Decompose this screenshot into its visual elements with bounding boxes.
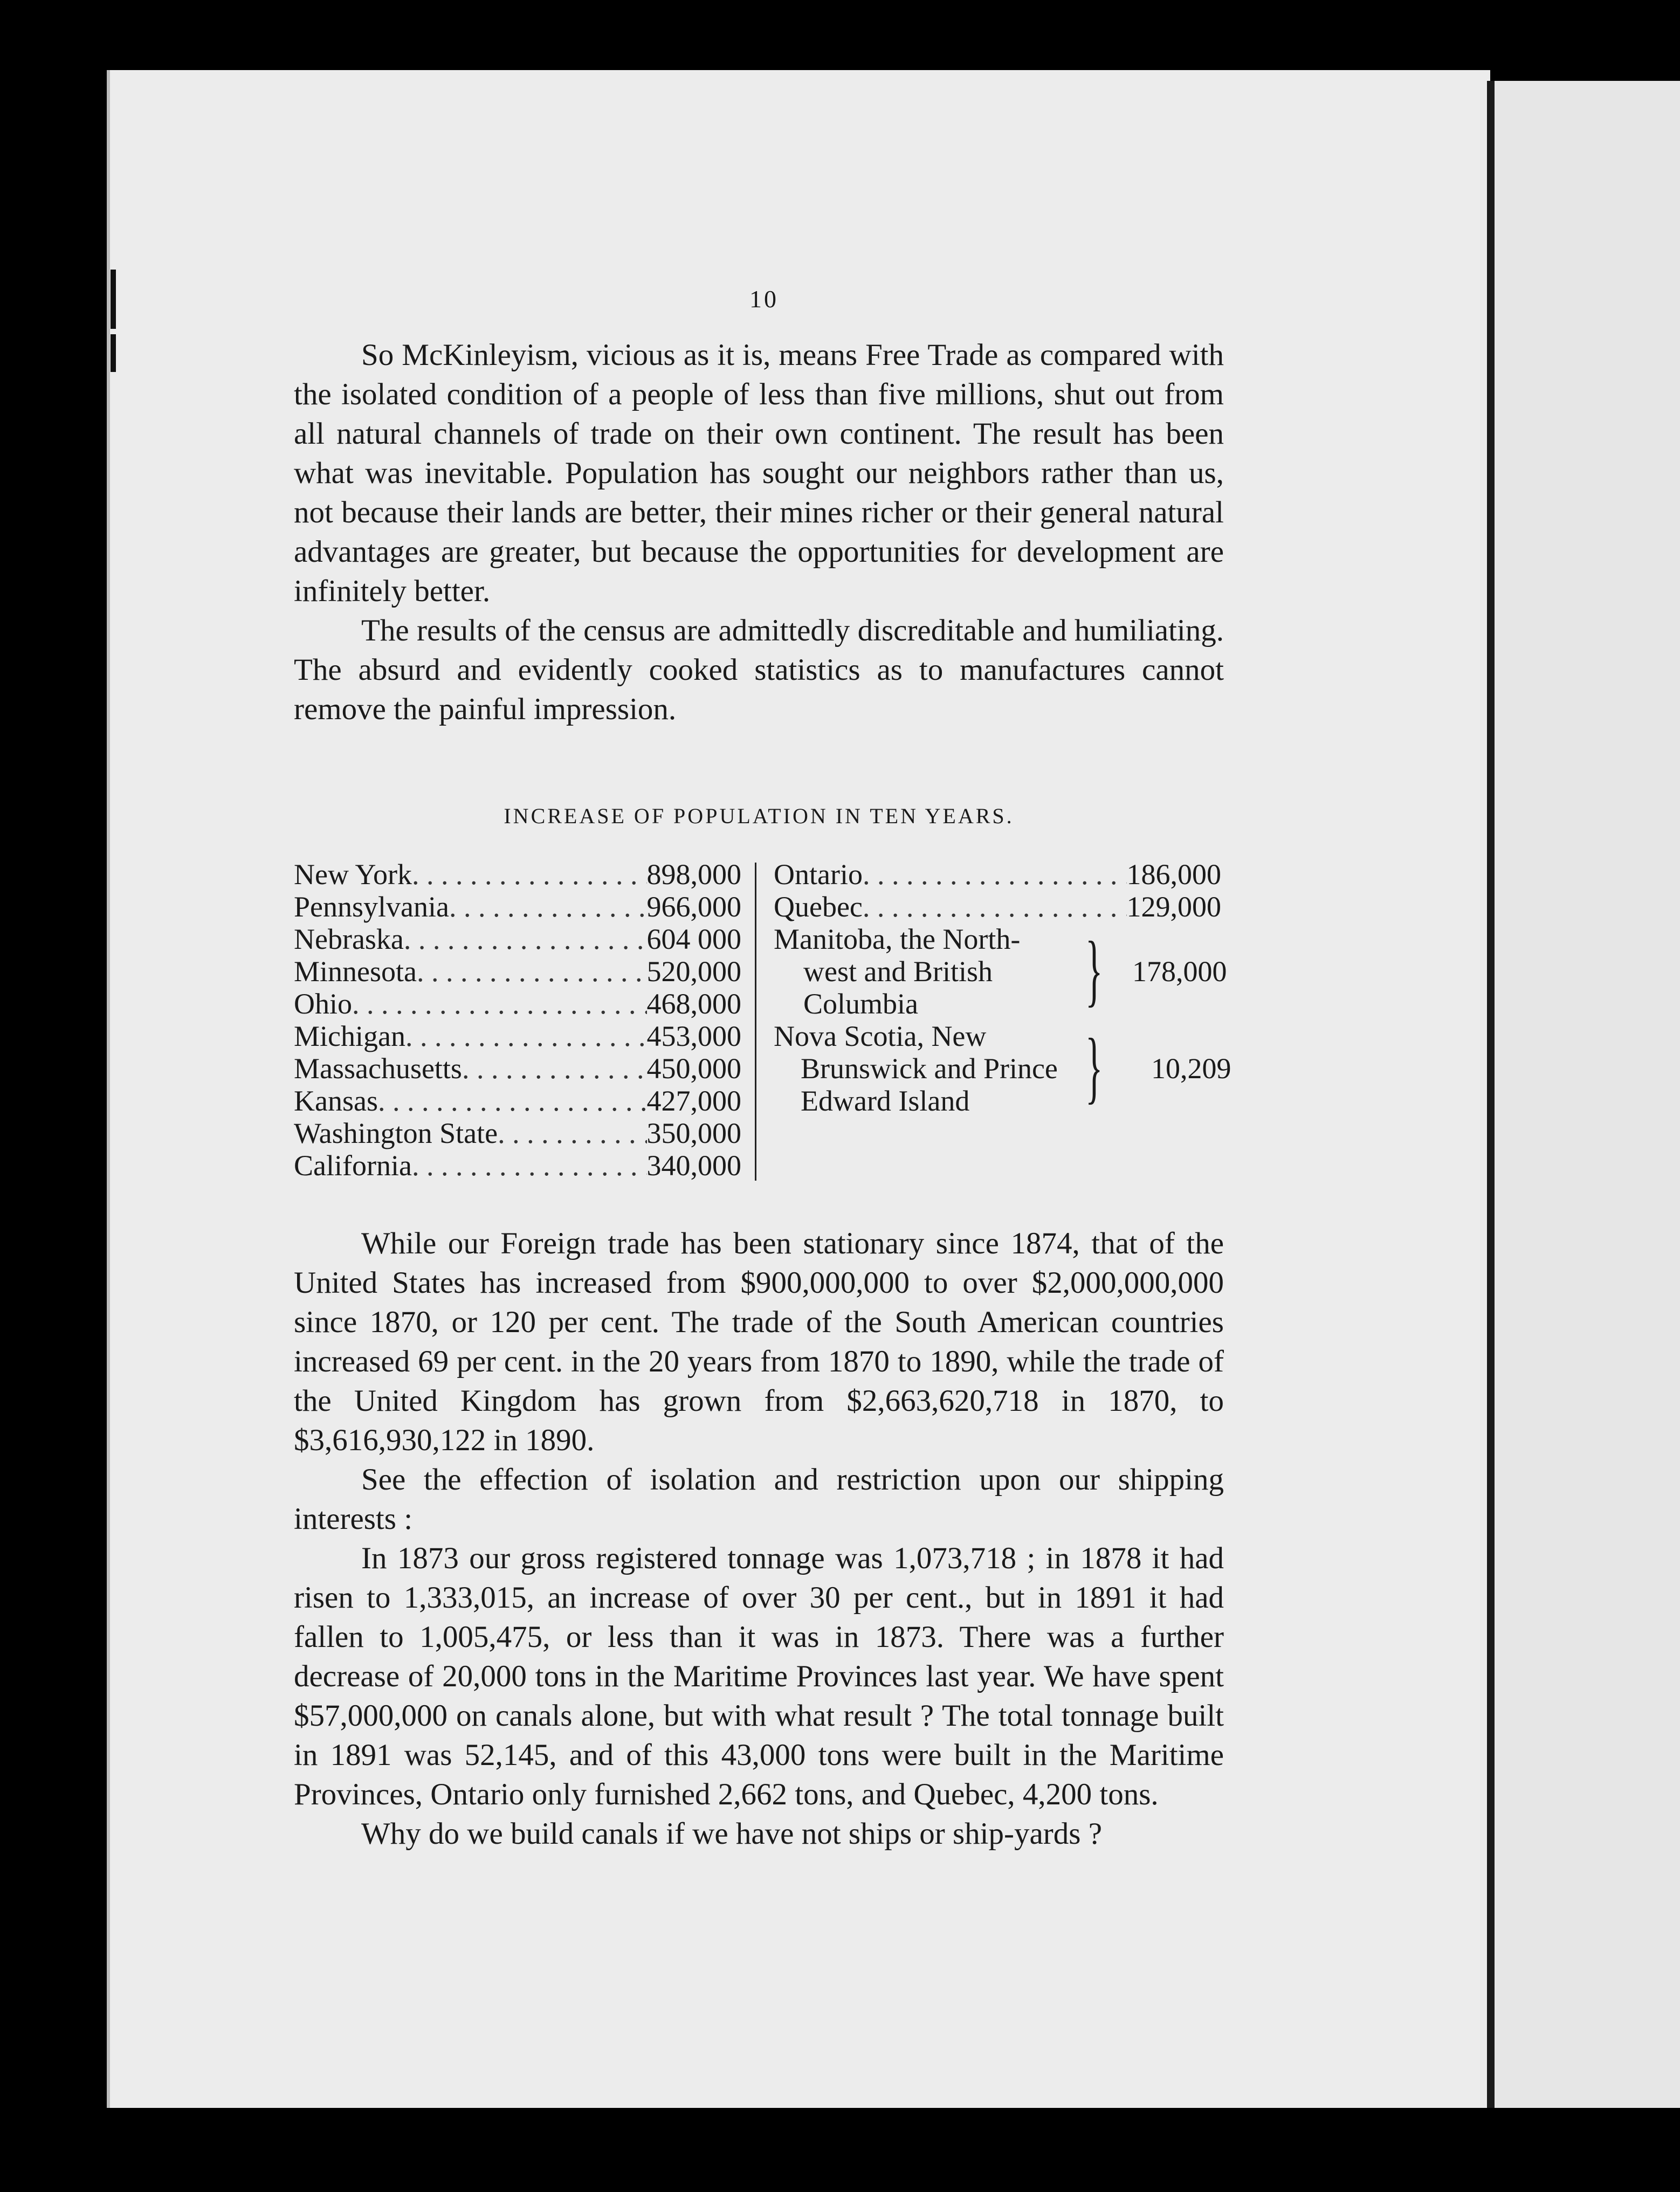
paragraph-census: The results of the census are admittedly discreditable and humiliating. The absurd and evidently cooked statistics as to manufactures cannot remove the painful impression. xyxy=(294,614,1224,726)
province-value: 129,000 xyxy=(1126,891,1221,923)
state-value: 520,000 xyxy=(646,955,741,988)
leader-dots xyxy=(412,858,646,891)
group-value: 10,209 xyxy=(1151,1052,1231,1085)
leader-dots xyxy=(449,891,647,923)
paragraph-mckinleyism: So McKinleyism, vicious as it is, means Free Trade as compared with the isolated condition of a people of less than five millions, shut out from all natural channels of trade on their own continent. The result has been what was inevitable. Population has sought our neighbors rather than us, not because their lands are better, their mines richer or their general natural advantages are greater, but because the opportunities for development are infinitely better. xyxy=(294,338,1224,608)
state-value: 604 000 xyxy=(646,923,741,955)
table-heading: INCREASE OF POPULATION IN TEN YEARS. xyxy=(504,804,1014,828)
table-row xyxy=(294,923,741,955)
state-name: New York xyxy=(294,858,412,891)
table-row xyxy=(294,1052,741,1085)
table-row xyxy=(294,1117,741,1149)
bottom-paragraphs xyxy=(294,1224,1224,1853)
leader-dots xyxy=(417,955,647,988)
table-row xyxy=(294,955,741,988)
group-line: Edward Island xyxy=(801,1085,970,1117)
leader-dots xyxy=(863,891,1127,923)
leader-dots xyxy=(412,1149,647,1182)
paragraph-foreign-trade: While our Foreign trade has been stationary since 1874, that of the United States has increased from $900,000,000 to over $2,000,000,000 since 1870, or 120 per cent. The trade of the South American countries increased 69 per cent. in the 20 years from 1870 to 1890, while the trade of the United Kingdom has grown from $2,663,620,718 in 1870, to $3,616,930,122 in 1890. xyxy=(294,1226,1224,1457)
table-group-manitoba xyxy=(774,923,1227,1020)
curly-brace: } xyxy=(1085,1022,1103,1112)
population-table-canada xyxy=(774,858,1231,1117)
binding-mark-top xyxy=(111,270,116,329)
state-name: Kansas xyxy=(294,1085,378,1117)
leader-dots xyxy=(462,1052,647,1085)
table-row xyxy=(774,891,1221,923)
state-name: Minnesota xyxy=(294,955,417,988)
province-name: Ontario xyxy=(774,858,863,891)
table-row xyxy=(294,891,741,923)
state-value: 350,000 xyxy=(646,1117,741,1149)
table-row xyxy=(294,988,741,1020)
page-number: 10 xyxy=(749,285,779,313)
leader-dots xyxy=(498,1117,646,1149)
state-value: 453,000 xyxy=(646,1020,741,1052)
curly-brace: } xyxy=(1085,925,1103,1015)
group-line: Brunswick and Prince xyxy=(801,1052,1058,1085)
leader-dots xyxy=(405,1020,647,1052)
group-line: west and British xyxy=(803,955,993,988)
population-table-us xyxy=(294,858,741,1182)
state-value: 340,000 xyxy=(646,1149,741,1182)
binding-mark-bottom xyxy=(111,334,116,372)
state-name: Ohio xyxy=(294,988,352,1020)
table-group-nova-scotia xyxy=(774,1020,1231,1117)
group-line: Nova Scotia, New xyxy=(774,1020,987,1052)
state-name: Massachusetts xyxy=(294,1052,462,1085)
table-divider xyxy=(755,863,756,1181)
state-value: 468,000 xyxy=(646,988,741,1020)
table-row xyxy=(294,1149,741,1182)
state-value: 450,000 xyxy=(646,1052,741,1085)
paragraph-canals: Why do we build canals if we have not ships or ship-yards ? xyxy=(361,1817,1103,1851)
group-line: Columbia xyxy=(803,988,918,1020)
group-value: 178,000 xyxy=(1132,955,1227,988)
state-name: Pennsylvania xyxy=(294,891,449,923)
group-line: Manitoba, the North- xyxy=(774,923,1021,955)
leader-dots xyxy=(404,923,647,955)
paragraph-tonnage: In 1873 our gross registered tonnage was 1,073,718 ; in 1878 it had risen to 1,333,015, an increase of over 30 per cent., but in 1891 it had fallen to 1,005,475, or less than it was in 1873. There was a further decrease of 20,000 tons in the Maritime Provinces last year. We have spent $57,000,000 on canals alone, but with what result ? The total tonnage built in 1891 was 52,145, and of this 43,000 tons were built in the Maritime Provinces, Ontario only furnished 2,662 tons, and Quebec, 4,200 tons. xyxy=(294,1541,1224,1811)
province-value: 186,000 xyxy=(1126,858,1221,891)
leader-dots xyxy=(378,1085,647,1117)
paragraph-shipping-intro: See the effection of isolation and restriction upon our shipping interests : xyxy=(294,1463,1224,1536)
leader-dots xyxy=(352,988,647,1020)
table-row xyxy=(774,858,1221,891)
state-value: 966,000 xyxy=(646,891,741,923)
state-name: Michigan xyxy=(294,1020,405,1052)
province-name: Quebec xyxy=(774,891,863,923)
state-value: 898,000 xyxy=(646,858,741,891)
table-row xyxy=(294,858,741,891)
state-name: California xyxy=(294,1149,412,1182)
top-paragraphs xyxy=(294,335,1224,729)
state-name: Washington State xyxy=(294,1117,498,1149)
state-name: Nebraska xyxy=(294,923,404,955)
table-row xyxy=(294,1085,741,1117)
state-value: 427,000 xyxy=(646,1085,741,1117)
table-row xyxy=(294,1020,741,1052)
facing-page-edge xyxy=(1487,81,1680,2108)
leader-dots xyxy=(863,858,1127,891)
